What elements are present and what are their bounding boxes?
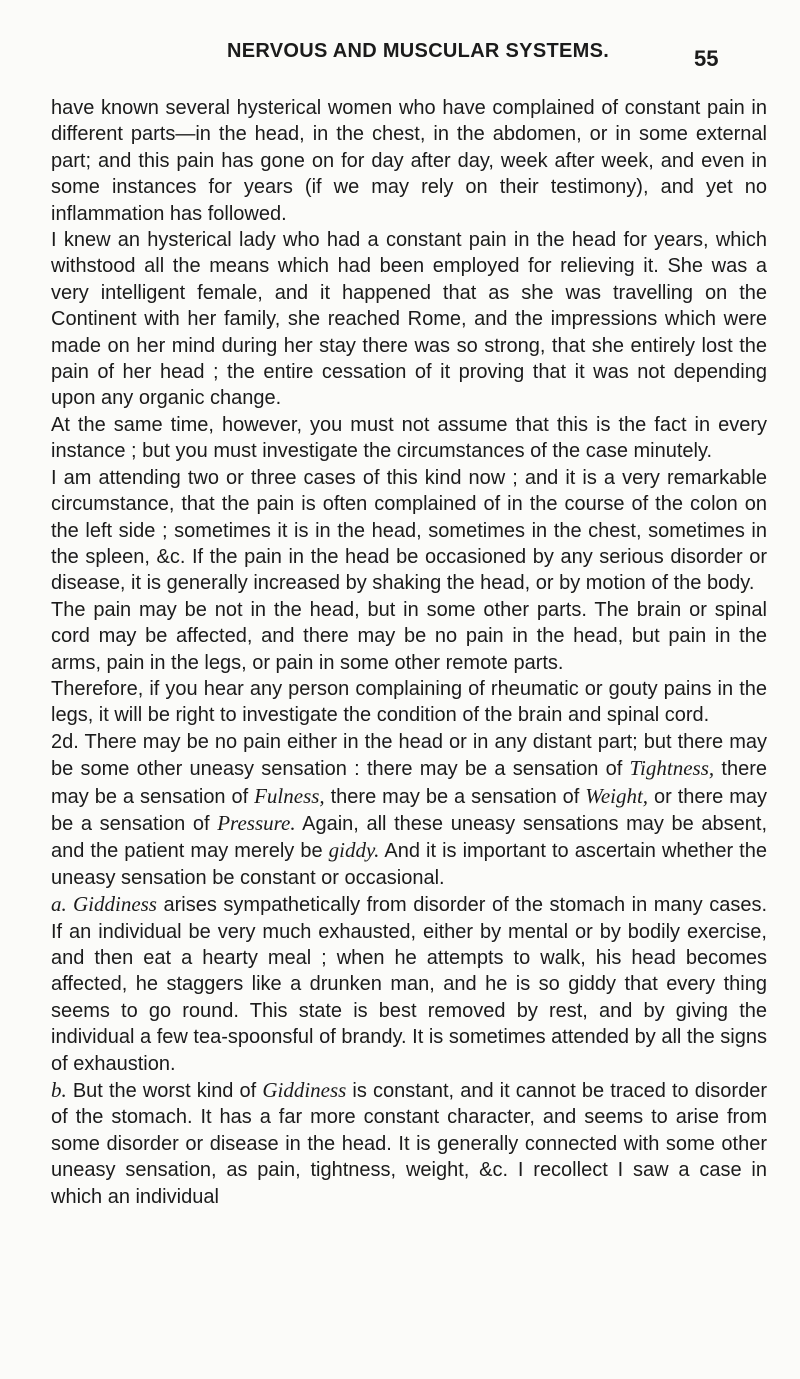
paragraph-giddiness-b: b. But the worst kind of Giddiness is constant, and it cannot be traced to disorder of the stomach. It has a far more constant character, and seems to arise from some disorder or disease in the head. It is generally connected with some other uneasy sensation, as pain, tightness, weight, &c. I recollect I saw a case in which an individual (51, 1078, 767, 1208)
chapter-title: NERVOUS AND MUSCULAR SYSTEMS. (227, 40, 610, 62)
paragraph-attending-cases: I am attending two or three cases of this kind now ; and it is a very remarkable circumstance, that the pain is often complained of in the course of the colon on the left side ; sometimes it is in the head, sometimes in the chest, sometimes in the spleen, &c. If the pain in the head be occasioned by any serious disorder or disease, it is generally increased by shaking the head, or by motion of the body. (51, 466, 767, 595)
paragraph-rheumatic-pains: Therefore, if you hear any person complaining of rheumatic or gouty pains in the legs, it will be right to investigate the condition of the brain and spinal cord. (51, 677, 767, 727)
paragraph-uneasy-sensations: 2d. There may be no pain either in the head or in any distant part; but there may be some other uneasy sensation : there may be a sensation of Tightness, there may be a sensation of Fulness, there may be a sensation of Weight, or there may be a sensation of Pressure. Again, all these uneasy sensations may be absent, and the patient may merely be giddy. And it is important to ascertain whether the uneasy sensation be constant or occasional. (51, 730, 768, 889)
body-text (51, 95, 767, 1210)
paragraph-giddiness-a: a. Giddiness arises sympathetically from disorder of the stomach in many cases. If an individual be very much exhausted, either by mental or by bodily exercise, and then eat a hearty meal ; when he attempts to walk, his head becomes affected, he staggers like a drunken man, and he is so giddy that every thing seems to go round. This state is best removed by rest, and by giving the individual a few tea-spoonsful of brandy. It is sometimes attended by all the signs of exhaustion. (51, 892, 768, 1075)
paragraph-same-time: At the same time, however, you must not assume that this is the fact in every instance ; but you must investigate the circumstances of the case minutely. (51, 413, 767, 463)
page-number: 55 (694, 46, 719, 71)
paragraph-pain-other-parts: The pain may be not in the head, but in some other parts. The brain or spinal cord may be affected, and there may be no pain in the head, but pain in the arms, pain in the legs, or pain in some other remote parts. (51, 598, 767, 674)
paragraph-hysterical-lady: I knew an hysterical lady who had a constant pain in the head for years, which withstood all the means which had been employed for relieving it. She was a very intelligent female, and it happened that as she was travelling on the Continent with her family, she reached Rome, and the impressions which were made on her mind during her stay there was so strong, that she entirely lost the pain of her head ; the entire cessation of it proving that it was not depending upon any organic change. (51, 229, 767, 410)
paragraph-hysterical-women: have known several hysterical women who have complained of constant pain in different parts—in the head, in the chest, in the abdomen, or in some external part; and this pain has gone on for day after day, week after week, and even in some instances for years (if we may rely on their testimony), and yet no inflammation has followed. (51, 97, 767, 225)
running-header (0, 36, 800, 76)
